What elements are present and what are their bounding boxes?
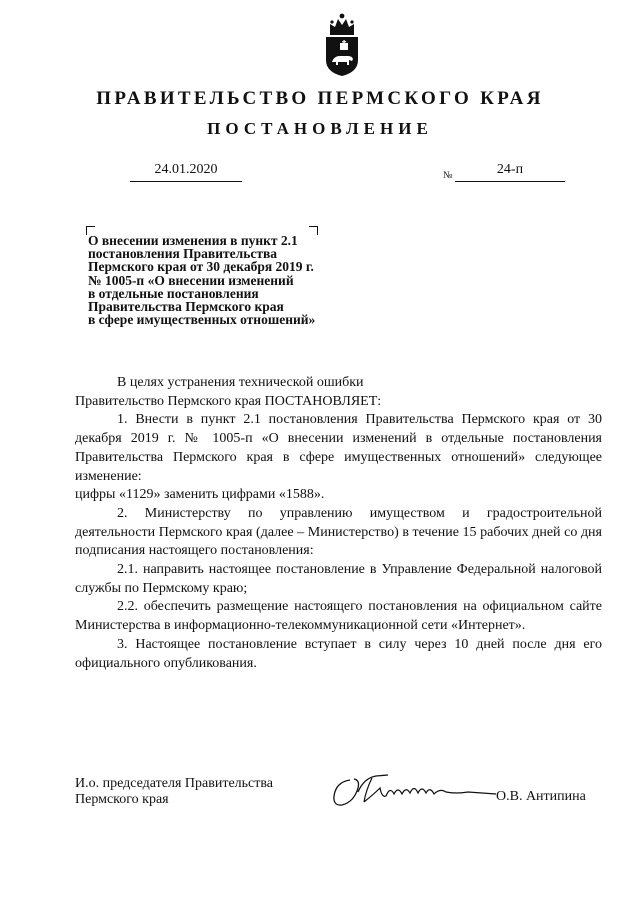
signer-position: [75, 776, 273, 808]
number-sign: №: [443, 170, 453, 181]
subject-line: постановления Правительства: [88, 246, 277, 262]
body-paragraph: 2.1. направить настоящее постановление в Управление Федеральной налоговой службы по Пермскому краю;: [75, 562, 602, 596]
document-subject: [88, 234, 378, 326]
body-paragraph: 2. Министерству по управлению имуществом и градостроительной деятельности Пермского края (далее – Министерство) в течение 15 рабочих дней со дня подписания настоящего постановления:: [75, 505, 602, 559]
body-paragraph: 3. Настоящее постановление вступает в силу через 10 дней после дня его официального опубликования.: [75, 636, 602, 671]
document-date: 24.01.2020: [130, 160, 242, 182]
signer-position-line: Пермского края: [75, 792, 169, 807]
body-paragraph: Правительство Пермского края ПОСТАНОВЛЯЕТ:: [75, 393, 382, 409]
body-paragraph: 1. Внести в пункт 2.1 постановления Правительства Пермского края от 30 декабря 2019 г. № 1005-п «О внесении изменений в отдельные постановления Правительства Пермского края в сфере имущественных отношений» следующее изменение:: [75, 412, 602, 484]
perm-krai-coat-of-arms-icon: [322, 12, 362, 78]
body-paragraph: 2.2. обеспечить размещение настоящего постановления на официальном сайте Министерства в информационно-телекоммуникационной сети «Интернет».: [75, 599, 602, 634]
subject-line: Пермского края от 30 декабря 2019 г.: [88, 259, 314, 275]
subject-line: О внесении изменения в пункт 2.1: [88, 233, 298, 248]
document-body: [75, 374, 602, 673]
subject-line: № 1005-п «О внесении изменений: [88, 272, 294, 288]
government-title: ПРАВИТЕЛЬСТВО ПЕРМСКОГО КРАЯ: [96, 88, 544, 109]
document-number: 24-п: [455, 160, 565, 182]
subject-line: в сфере имущественных отношений»: [88, 312, 316, 328]
subject-line: Правительства Пермского края: [88, 299, 284, 315]
signer-name: О.В. Антипина: [496, 789, 586, 804]
document-type: ПОСТАНОВЛЕНИЕ: [207, 119, 433, 138]
body-paragraph: В целях устранения технической ошибки: [117, 375, 364, 390]
subject-line: в отдельные постановления: [88, 285, 259, 301]
signer-position-line: И.о. председателя Правительства: [75, 776, 274, 791]
body-paragraph: цифры «1129» заменить цифрами «1588».: [75, 487, 325, 503]
handwritten-signature-icon: [328, 772, 518, 812]
